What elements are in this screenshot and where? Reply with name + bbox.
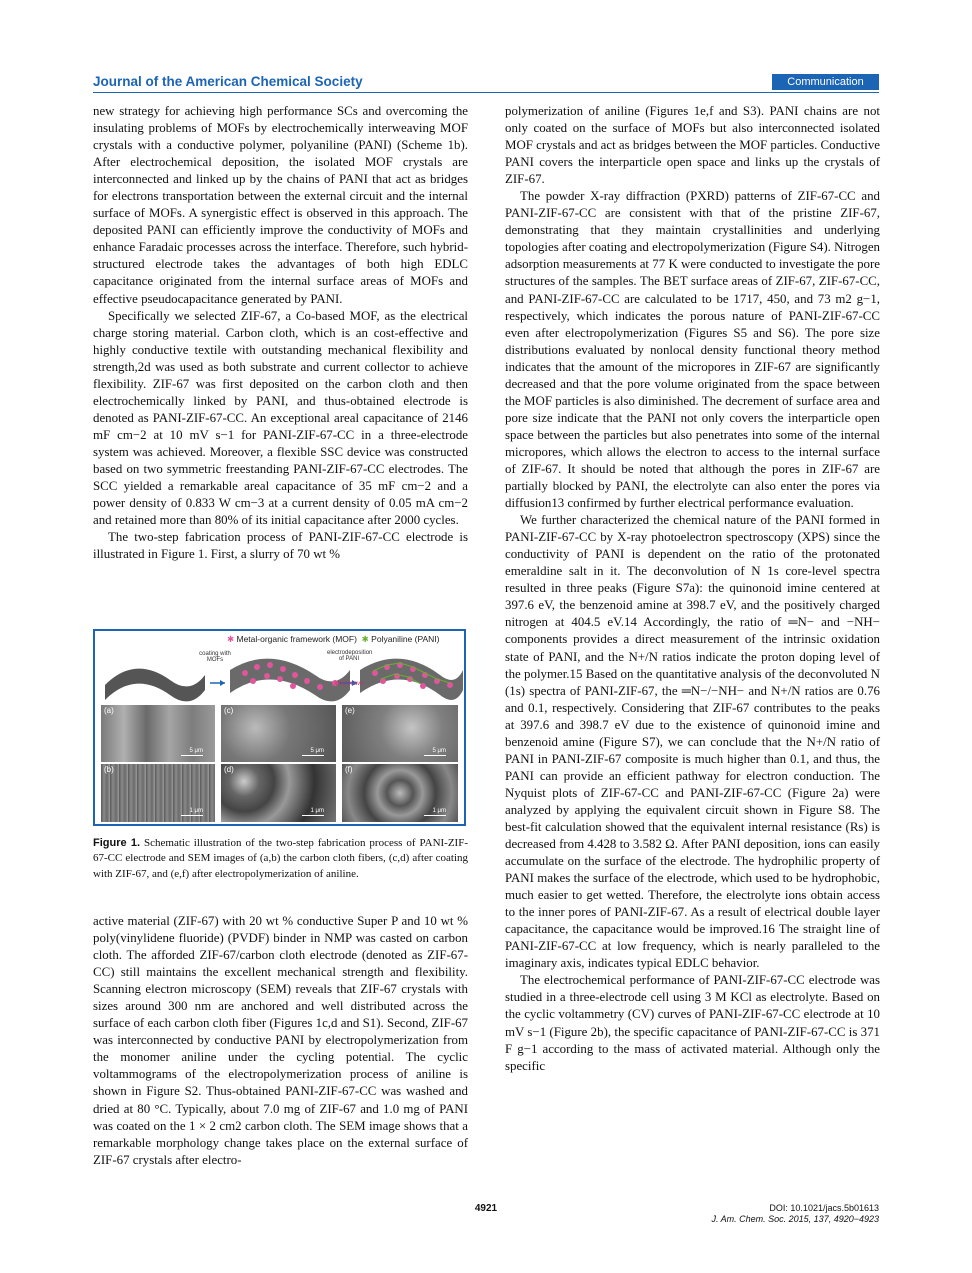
paragraph: The electrochemical performance of PANI-ZIF-67-CC electrode was studied in a three-electrode cell using 3 M KCl as electrolyte. Based on the cyclic voltammetry (CV) curves of PANI-ZIF-67-CC electrode at 10 mV s−1 (Figure 2b), the specific capacitance of PANI-ZIF-67-CC is 371 F g−1 according to the mass of activated material. Although only the specific [505,973,880,1073]
header-rule [93,92,879,93]
figure-1 [93,629,466,826]
paragraph: The powder X-ray diffraction (PXRD) patterns of ZIF-67-CC and PANI-ZIF-67-CC are consistent with that of the pristine ZIF-67, demonstrating that they maintain crystallinities and underlying topologies after coating and electropolymerization (Figure S4). Nitrogen adsorption measurements at 77 K were conducted to investigate the pore structures of the samples. The BET surface areas of ZIF-67, ZIF-67-CC, and PANI-ZIF-67-CC are calculated to be 1717, 450, and 73 m2 g−1, respectively, which indicates the porous nature of PANI-ZIF-67-CC even after electropolymerization (Figures S5 and S6). The pore size distributions evaluated by nonlocal density functional theory method indicates that the amount of the micropores in ZIF-67 are significantly decreased and that the pore volume originated from the space between the MOF particles is also diminished. The decrement of surface area and pore size indicate that the PANI not only covers the interparticle open space between the particles but also penetrates into some of the internal micropores, which allows the electron to access to the internal surface of ZIF-67. It should be noted that although the pores in ZIF-67 are partially blocked by PANI, the electrolyte can also enter the pores via diffusion13 confirmed by further electrical performance evaluation. [505,189,880,511]
caption-text: Schematic illustration of the two-step fabrication process of PANI-ZIF-67-CC electrode and SEM images of (a,b) the carbon cloth fibers, (c,d) after coating with ZIF-67, and (e,f) after electropolymerization of aniline. [93,837,468,880]
page-number: 4921 [474,1203,498,1214]
left-column-bottom [93,913,468,1169]
caption-label: Figure 1. [93,837,141,849]
sem-panel-c: (c) 5 μm [221,705,336,762]
doi-link[interactable]: DOI: 10.1021/jacs.5b01613 [769,1203,879,1213]
sem-panel-e: (e) 5 μm [342,705,458,762]
page-header [93,72,879,92]
sem-panel-d: (d) 1 μm [221,764,336,822]
citation: J. Am. Chem. Soc. 2015, 137, 4920−4923 [711,1214,879,1224]
step2-label: electrodeposition of PANI [327,650,373,662]
sem-panel-f: (f) 1 μm [342,764,458,822]
right-column [505,103,880,1075]
journal-title[interactable]: Journal of the American Chemical Society [93,74,363,89]
sem-panel-a: (a) 5 μm [101,705,215,762]
step1-label: coating with MOFs [199,651,231,663]
footer-doi [711,1203,879,1225]
paragraph: new strategy for achieving high performance SCs and overcoming the insulating problems of MOFs by electrochemically interweaving MOF crystals with a conductive polymer, polyaniline (PANI) (Scheme 1b). After electrochemical deposition, the isolated MOF crystals are interconnected and linked up by the chains of PANI that act as bridges for electrons transportation between the external circuit and the internal surface of MOFs. A synergistic effect is observed in this approach. The deposited PANI can efficiently improve the conductivity of MOFs and enhance Faradaic processes across the interface. Therefore, such hybrid-structured electrode takes the advantages of both high EDLC capacitance originated from the internal surface areas of MOFs and effective pseudocapacitance generated by PANI. [93,104,468,306]
figure-caption [93,836,468,882]
sem-panel-b: (b) 1 μm [101,764,215,822]
paragraph: polymerization of aniline (Figures 1e,f and S3). PANI chains are not only coated on the surface of MOFs but also interconnected isolated MOF crystals and act as bridges between the MOF particles. Conductive PANI covers the interparticle open space and links up the crystals of ZIF-67. [505,104,880,187]
interweave-label: interweave [334,681,364,687]
paragraph: Specifically we selected ZIF-67, a Co-based MOF, as the electrical charge storing material. Carbon cloth, which is an cost-effective and highly conductive textile with outstanding mechanical flexibility and strength,2d was used as both substrate and current collector to achieve flexibility. ZIF-67 was first deposited on the carbon cloth and then electrochemically linked by PANI, and thus-obtained electrode is denoted as PANI-ZIF-67-CC. An exceptional areal capacitance of 2146 mF cm−2 at 10 mV s−1 for PANI-ZIF-67-CC in a three-electrode system was achieved. Moreover, a flexible SSC device was constructed based on two symmetric freestanding PANI-ZIF-67-CC electrodes. The SCC yielded a remarkable areal capacitance of 35 mF cm−2 and a power density of 0.833 W cm−3 at a current density of 0.05 mA cm−2 and retained more than 80% of its initial capacitance after 2000 cycles. [93,308,468,528]
paragraph: We further characterized the chemical nature of the PANI formed in PANI-ZIF-67-CC by X-ray photoelectron spectroscopy (XPS) since the conductivity of PANI is dependent on the ratio of the protonated emeraldine salt in it. The deconvolution of N 1s core-level spectra resulted in three peaks (Figure S7a): the quinonoid imine centered at 397.6 eV, the benzenoid amine at 398.7 eV, and the positively charged nitrogen at 404.5 eV.14 Accordingly, the ratio of ═N− and −NH− components provides a direct measurement of the intrinsic oxidation state of PANI, and the N+/N ratios indicate the proton doping level of the polymer.15 Based on the quantitative analysis of the deconvoluted N (1s) spectra of PANI-ZIF-67, the ═N−/−NH− and N+/N ratios are 0.76 and 0.1, respectively. Considering that ZIF-67 contributes to the peaks at 397.6 and 398.7 eV due to the existence of quinonoid imine and benzenoid amine (Figure S7), we can conclude that the N+/N ratio of PANI in PANI-ZIF-67 composite is much higher than 0.1, and thus, the PANI can provide an efficient pathway for electron conduction. The Nyquist plots of ZIF-67-CC and PANI-ZIF-67-CC (Figure 2a) were analyzed by applying the equivalent circuit shown in Figure S8. The best-fit calculation showed that the equivalent internal resistance (Rs) is decreased from 4.428 to 3.582 Ω. After PANI deposition, ions can easily accumulate on the surface of the electrode. The hydrophilic property of PANI makes the surface of the electrode, which used to be hydrophobic, much easier to get wetted. Therefore, the electrolyte ions obtain access to the inner pores of PANI-ZIF-67. As a result of electrical double layer capacitance, the capacitance would be improved.16 The straight line of PANI-ZIF-67-CC at low frequency, which is nearly paralleled to the imaginary axis, indicates typical EDLC behavior. [505,513,880,971]
article-type-badge: Communication [772,74,879,90]
paragraph: The two-step fabrication process of PANI-ZIF-67-CC electrode is illustrated in Figure 1. First, a slurry of 70 wt % [93,530,468,562]
paragraph: active material (ZIF-67) with 20 wt % conductive Super P and 10 wt % poly(vinylidene fluoride) (PVDF) binder in NMP was casted on carbon cloth. The afforded ZIF-67/carbon cloth electrode (denoted as ZIF-67-CC) still maintains the excellent mechanical strength and flexibility. Scanning electron microscopy (SEM) reveals that ZIF-67 crystals with sizes around 300 nm are anchored and well distributed across the surface of each carbon cloth fiber (Figures 1c,d and S1). Second, ZIF-67 was interconnected by conductive PANI by electropolymerization from the monomer aniline under the cycling potential. The cyclic voltammograms of the electropolymerization process of aniline is shown in Figure S2. Thus-obtained PANI-ZIF-67-CC was washed and dried at 80 °C. Typically, about 7.0 mg of ZIF-67 and 1.0 mg of PANI was coated on the 1 × 2 cm2 carbon cloth. The SEM image shows that a remarkable morphology change takes place on the external surface of ZIF-67 crystals after electro- [93,914,468,1167]
left-column [93,103,468,563]
figure-legend: ✱ Metal-organic framework (MOF) ✱ Polyaniline (PANI) [227,634,440,644]
